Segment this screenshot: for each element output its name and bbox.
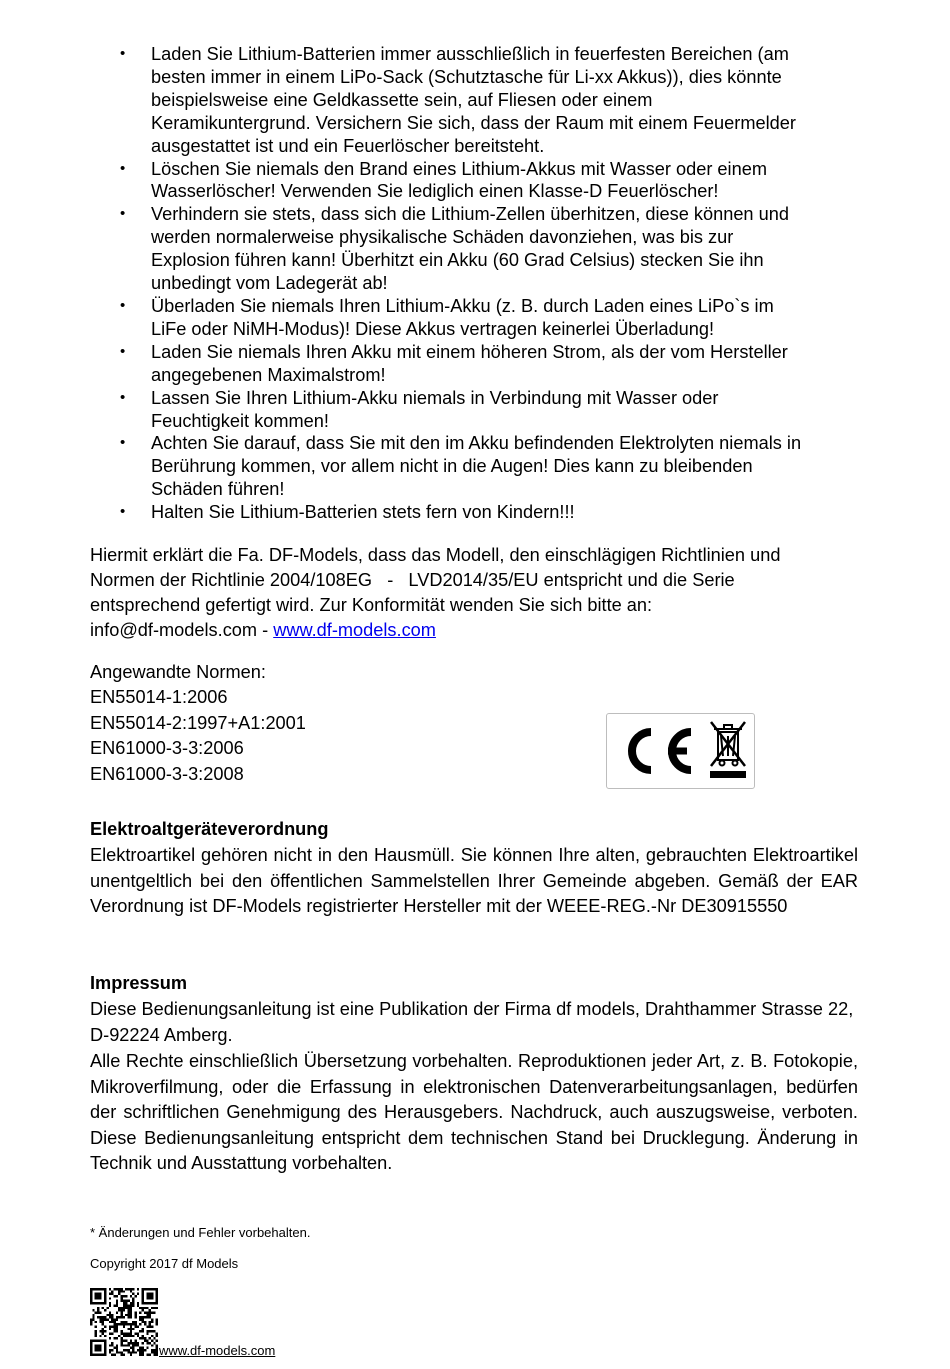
bullet-marker: • [120,503,126,521]
copyright: Copyright 2017 df Models [90,1256,239,1271]
norms-label: Angewandte Normen: [90,662,266,682]
bullet-line: Explosion führen kann! Überhitzt ein Akku (60 Grad Celsius) stecken Sie ihn [151,250,764,271]
footer-website-link[interactable]: www.df-models.com [159,1343,276,1358]
safety-bullet-item [90,341,860,387]
safety-bullet-item [90,387,860,433]
safety-bullet-item [90,295,860,341]
safety-bullet-item [90,203,860,295]
bullet-line: ausgestattet ist und ein Feuerlöscher bereitsteht. [151,135,545,156]
impressum-rights: Alle Rechte einschließlich Übersetzung vorbehalten. Reproduktionen jeder Art, z. B. Fotokopie, Mikroverfilmung, oder die Erfassung in elektronischen Datenverarbeitungsanlagen, bedürfen der schriftlichen Genehmigung des Herausgebers. Nachdruck, auch auszugsweise, verboten. Diese Bedienungsanleitung entspricht dem technischen Stand bei Drucklegung. Änderung in Technik und Ausstattung vorbehalten. [90,1051,858,1174]
bullet-line: werden normalerweise physikalische Schäden davonziehen, was bis zur [151,227,734,248]
weee-text: Elektroartikel gehören nicht in den Hausmüll. Sie können Ihre alten, gebrauchten Elektroartikel unentgeltlich bei den öffentlichen Sammelstellen Ihrer Gemeinde abgeben. Gemäß der EAR Verordnung ist DF-Models registrierter Hersteller mit der WEEE-REG.-Nr DE30915550 [90,845,858,917]
bullet-line: Berührung kommen, vor allem nicht in die Augen! Dies kann zu bleibenden [151,456,753,477]
bullet-line: Laden Sie Lithium-Batterien immer ausschließlich in feuerfesten Bereichen (am [151,44,789,64]
website-link[interactable]: www.df-models.com [273,620,436,640]
bullet-marker: • [120,45,126,62]
conformity-statement [90,543,858,643]
safety-bullet-item [90,432,860,501]
crossed-out-wheelie-bin-icon [711,722,745,766]
qr-code-icon [90,1288,158,1356]
norm-item: EN61000-3-3:2008 [90,763,244,784]
bullet-line: besten immer in einem LiPo-Sack (Schutztasche für Li-xx Akkus)), dies könnte [151,66,782,87]
safety-bullet-list [90,43,860,524]
bullet-marker: • [120,205,126,223]
bullet-line: angegebenen Maximalstrom! [151,364,386,385]
ce-mark-icon [607,714,754,788]
bullet-line: Lassen Sie Ihren Lithium-Akku niemals in Verbindung mit Wasser oder [151,387,719,408]
bullet-line: beispielsweise eine Geldkassette sein, auf Fliesen oder einem [151,89,653,110]
safety-bullet-item [90,43,860,158]
bullet-line: Halten Sie Lithium-Batterien stets fern von Kindern!!! [151,502,575,523]
bullet-line: Feuchtigkeit kommen! [151,410,329,431]
ce-weee-marks [606,713,755,789]
bullet-marker: • [120,434,126,452]
weee-heading: Elektroaltgeräteverordnung [90,819,329,839]
bullet-marker: • [120,388,126,406]
bullet-marker: • [120,159,126,177]
contact-line [90,618,858,643]
norm-item: EN55014-2:1997+A1:2001 [90,712,306,733]
norm-item: EN55014-1:2006 [90,687,228,708]
bullet-line: unbedingt vom Ladegerät ab! [151,273,388,294]
contact-email: info@df-models.com - [90,620,274,640]
conformity-line: entsprechend gefertigt wird. Zur Konformität wenden Sie sich bitte an: [90,595,653,615]
bullet-line: Keramikuntergrund. Versichern Sie sich, dass der Raum mit einem Feuermelder [151,112,796,133]
impressum-publisher: Diese Bedienungsanleitung ist eine Publikation der Firma df models, Drahthammer Strasse 22, D-92224 Amberg. [90,999,854,1045]
safety-bullet-item [90,158,860,204]
bullet-marker: • [120,342,126,360]
bullet-line: Wasserlöscher! Verwenden Sie lediglich einen Klasse-D Feuerlöscher! [151,181,719,202]
bullet-line: Achten Sie darauf, dass Sie mit den im Akku befindenden Elektrolyten niemals in [151,433,802,454]
conformity-line: Hiermit erklärt die Fa. DF-Models, dass das Modell, den einschlägigen Richtlinien und [90,545,781,565]
conformity-line: Normen der Richtlinie 2004/108EG - LVD2014/35/EU entspricht und die Serie [90,570,735,590]
bullet-line: Laden Sie niemals Ihren Akku mit einem höheren Strom, als der vom Hersteller [151,341,788,362]
safety-bullet-item [90,501,860,524]
bullet-line: Überladen Sie niemals Ihren Lithium-Akku (z. B. durch Laden eines LiPo`s im [151,295,774,316]
bullet-line: LiFe oder NiMH-Modus)! Diese Akkus vertragen keinerlei Überladung! [151,318,715,339]
bullet-line: Verhindern sie stets, dass sich die Lithium-Zellen überhitzen, diese können und [151,204,789,225]
bullet-line: Schäden führen! [151,479,285,500]
bullet-line: Löschen Sie niemals den Brand eines Lithium-Akkus mit Wasser oder einem [151,158,767,179]
applied-norms [90,660,306,787]
impressum-heading: Impressum [90,973,188,993]
bullet-marker: • [120,296,126,314]
norm-item: EN61000-3-3:2006 [90,738,244,759]
footnote: * Änderungen und Fehler vorbehalten. [90,1225,311,1240]
